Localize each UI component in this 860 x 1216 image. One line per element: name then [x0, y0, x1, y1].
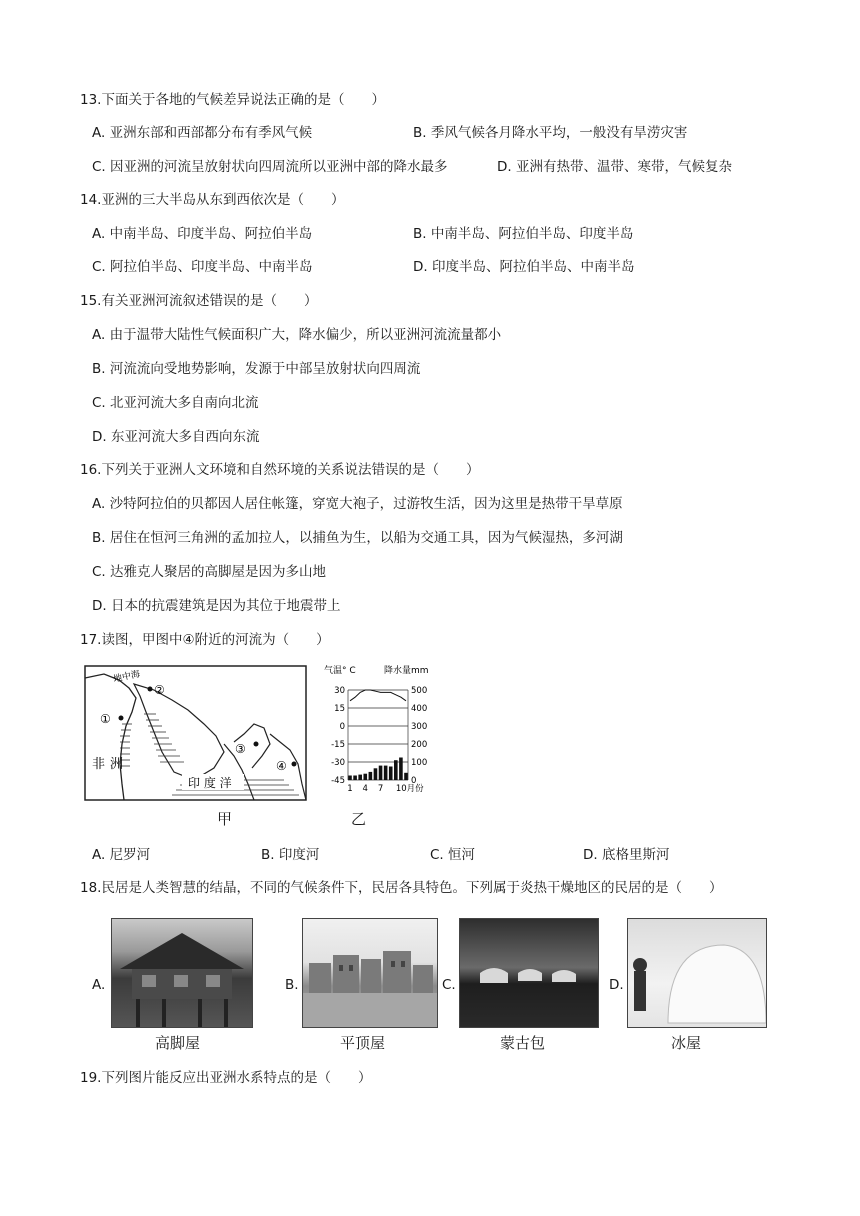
temp-tick-label: -30: [331, 758, 345, 768]
temp-tick-label: 30: [334, 686, 345, 696]
q14-option-b[interactable]: B. 中南半岛、阿拉伯半岛、印度半岛: [413, 226, 634, 242]
marker-4: ④: [276, 759, 287, 773]
month-tick-label: 10月份: [395, 784, 424, 794]
precip-tick-label: 0: [411, 776, 417, 786]
q16-option-d[interactable]: D. 日本的抗震建筑是因为其位于地震带上: [92, 598, 341, 614]
q15-option-b[interactable]: B. 河流流向受地势影响，发源于中部呈放射状向四周流: [92, 361, 421, 377]
q14-option-c[interactable]: C. 阿拉伯半岛、印度半岛、中南半岛: [92, 259, 313, 275]
q13-option-a[interactable]: A. 亚洲东部和西部都分布有季风气候: [92, 125, 313, 141]
q14-option-d[interactable]: D. 印度半岛、阿拉伯半岛、中南半岛: [413, 259, 635, 275]
map-jia: [84, 664, 314, 804]
q17-option-d[interactable]: D. 底格里斯河: [583, 847, 670, 863]
precip-tick-label: 300: [411, 722, 428, 732]
caption-stilt-house: 高脚屋: [155, 1034, 201, 1052]
q18-option-c-letter[interactable]: C.: [442, 977, 456, 993]
q13-option-c[interactable]: C. 因亚洲的河流呈放射状向四周流所以亚洲中部的降水最多: [92, 159, 448, 175]
q18-option-a-letter[interactable]: A.: [92, 977, 106, 993]
precip-bar: [384, 766, 388, 780]
precip-bar: [363, 774, 367, 780]
temperature-line: [350, 690, 406, 701]
q13-option-d[interactable]: D. 亚洲有热带、温带、寒带，气候复杂: [497, 159, 732, 175]
month-tick-label: 1: [347, 784, 353, 794]
q13-option-b[interactable]: B. 季风气候各月降水平均，一般没有旱涝灾害: [413, 125, 688, 141]
temp-tick-label: 15: [334, 704, 345, 714]
q17-option-c[interactable]: C. 恒河: [430, 847, 476, 863]
precip-bar: [353, 776, 357, 781]
map-label-africa-2: 洲: [110, 757, 124, 772]
precip-tick-label: 400: [411, 704, 428, 714]
q13-stem: 13.下面关于各地的气候差异说法正确的是（ ）: [80, 92, 385, 108]
climate-chart: [322, 664, 442, 814]
precip-bar: [348, 776, 352, 781]
q19-stem: 19.下列图片能反应出亚洲水系特点的是（ ）: [80, 1070, 372, 1086]
precip-bar: [369, 772, 373, 780]
q18-stem: 18.民居是人类智慧的结晶，不同的气候条件下，民居各具特色。下列属于炎热干燥地区的民居的是（ ）: [80, 880, 723, 896]
q17-option-a[interactable]: A. 尼罗河: [92, 847, 151, 863]
temp-tick-label: -45: [331, 776, 345, 786]
month-tick-label: 4: [362, 784, 368, 794]
q15-option-a[interactable]: A. 由于温带大陆性气候面积广大，降水偏少，所以亚洲河流流量都小: [92, 327, 502, 343]
precip-bar: [394, 760, 398, 780]
temp-tick-label: 0: [339, 722, 345, 732]
caption-igloo: 冰屋: [671, 1034, 702, 1052]
q14-stem: 14.亚洲的三大半岛从东到西依次是（ ）: [80, 192, 345, 208]
q18-option-b-letter[interactable]: B.: [285, 977, 299, 993]
igloo-photo[interactable]: [627, 918, 767, 1028]
q17-stem: 17.读图，甲图中④附近的河流为（ ）: [80, 632, 330, 648]
map-label-ocean: 印 度 洋: [188, 776, 232, 790]
q15-option-d[interactable]: D. 东亚河流大多自西向东流: [92, 429, 260, 445]
marker-3: ③: [235, 742, 246, 756]
precip-axis-label: 降水量mm: [384, 666, 429, 676]
stilt-house-photo[interactable]: [111, 918, 253, 1028]
map-caption: 甲: [217, 810, 233, 828]
q15-stem: 15.有关亚洲河流叙述错误的是（ ）: [80, 293, 318, 309]
month-tick-label: 7: [377, 784, 384, 794]
q14-option-a[interactable]: A. 中南半岛、印度半岛、阿拉伯半岛: [92, 226, 313, 242]
q15-option-c[interactable]: C. 北亚河流大多自南向北流: [92, 395, 259, 411]
precip-bar: [399, 758, 403, 781]
precip-bar: [374, 768, 378, 780]
temp-tick-label: -15: [331, 740, 345, 750]
q16-option-a[interactable]: A. 沙特阿拉伯的贝都因人居住帐篷，穿宽大袍子，过游牧生活，因为这里是热带干旱草原: [92, 496, 623, 512]
q16-stem: 16.下列关于亚洲人文环境和自然环境的关系说法错误的是（ ）: [80, 462, 480, 478]
yurt-photo[interactable]: [459, 918, 599, 1028]
q18-option-d-letter[interactable]: D.: [609, 977, 624, 993]
precip-tick-label: 100: [411, 758, 428, 768]
map-label-sea: 地中海: [112, 669, 142, 685]
q16-option-c[interactable]: C. 达雅克人聚居的高脚屋是因为多山地: [92, 564, 327, 580]
q16-option-b[interactable]: B. 居住在恒河三角洲的孟加拉人，以捕鱼为生，以船为交通工具，因为气候湿热，多河湖: [92, 530, 623, 546]
map-label-africa-1: 非: [92, 757, 106, 772]
q17-option-b[interactable]: B. 印度河: [261, 847, 320, 863]
precip-bar: [379, 766, 383, 780]
precip-bar: [404, 773, 408, 780]
precip-bar: [389, 767, 393, 781]
precip-tick-label: 500: [411, 686, 428, 696]
marker-2: ②: [154, 683, 165, 697]
flat-roof-house-photo[interactable]: [302, 918, 438, 1028]
caption-yurt: 蒙古包: [500, 1034, 546, 1052]
chart-caption: 乙: [351, 810, 367, 828]
temp-axis-label: 气温° C: [324, 666, 356, 676]
marker-1: ①: [100, 712, 111, 726]
precip-bar: [358, 775, 362, 780]
precip-tick-label: 200: [411, 740, 428, 750]
caption-flat-roof-house: 平顶屋: [340, 1034, 386, 1052]
